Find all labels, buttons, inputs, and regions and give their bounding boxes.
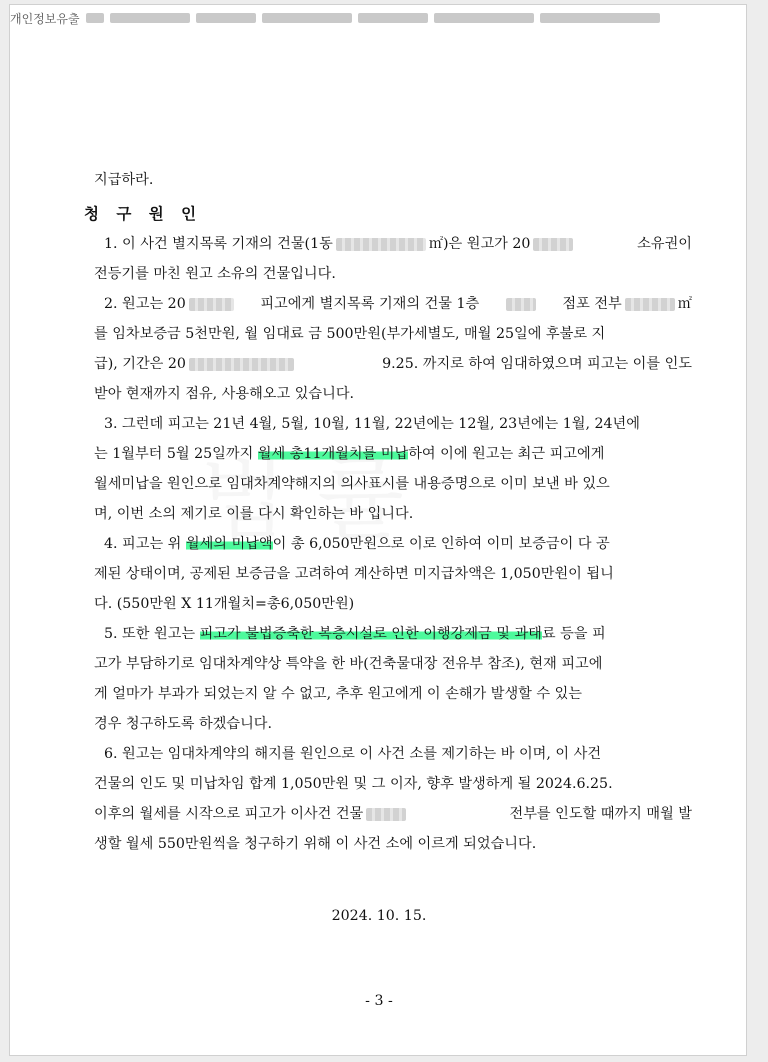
text: 2. 원고는 20 [104, 296, 186, 312]
redaction-block [336, 238, 426, 251]
text: 점포 전부 [562, 296, 622, 312]
highlighted-text: 월세 총11개월치를 미납 [257, 446, 409, 462]
redaction-block [262, 13, 352, 23]
paragraph-5-line-2: 고가 부담하기로 임대차계약상 특약을 한 바(건축물대장 전유부 참조), 현재 피고에 [94, 656, 603, 672]
text: 전부를 인도할 때까지 매월 발 [509, 806, 692, 822]
opening-line: 지급하라. [94, 172, 154, 188]
paragraph-1-line-2: 전등기를 마친 원고 소유의 건물입니다. [94, 266, 336, 282]
redaction-block [434, 13, 534, 23]
redaction-block [366, 808, 406, 821]
redaction-block [533, 238, 573, 251]
redaction-block [110, 13, 190, 23]
text: 하여 이에 원고는 최근 피고에게 [408, 446, 605, 462]
text: 료 등을 피 [541, 626, 606, 642]
text: 이 총 6,050만원으로 이로 인하여 이미 보증금이 다 공 [272, 536, 610, 552]
text: 1. 이 사건 별지목록 기재의 건물(1동 [104, 236, 333, 252]
section-heading: 청 구 원 인 [84, 205, 203, 223]
paragraph-2-line-4: 받아 현재까지 점유, 사용해오고 있습니다. [94, 386, 355, 402]
text: 피고에게 별지목록 기재의 건물 1층 [260, 296, 480, 312]
redaction-block [506, 298, 536, 311]
paragraph-4-line-3: 다. (550만원 X 11개월치=총6,050만원) [94, 596, 355, 612]
redaction-block [625, 298, 675, 311]
redaction-block [86, 13, 104, 23]
paragraph-6-line-4: 생할 월세 550만원씩을 청구하기 위해 이 사건 소에 이르게 되었습니다. [94, 836, 537, 852]
paragraph-1-line-1 [94, 229, 692, 259]
text: ㎡ [677, 296, 692, 312]
paragraph-6-line-2: 건물의 인도 및 미납차임 합계 1,050만원 및 그 이자, 향후 발생하게 될 2024.6.25. [94, 776, 613, 792]
document-body [84, 165, 692, 859]
highlighted-text: 월세의 미납액 [185, 536, 273, 552]
redaction-block [358, 13, 428, 23]
document-page [9, 4, 747, 1056]
text: ㎡)은 원고가 20 [428, 236, 531, 252]
paragraph-5-line-3: 게 얼마가 부과가 되었는지 알 수 없고, 추후 원고에게 이 손해가 발생할 수 있는 [94, 686, 582, 702]
paragraph-4-line-2: 제된 상태이며, 공제된 보증금을 고려하여 계산하면 미지급차액은 1,050만원이 됩니 [94, 566, 614, 582]
text: 이후의 월세를 시작으로 피고가 이사건 건물 [94, 806, 364, 822]
paragraph-2-line-3 [94, 349, 692, 379]
redaction-block [189, 358, 294, 371]
text: 4. 피고는 위 [104, 536, 186, 552]
paragraph-5-line-4: 경우 청구하도록 하겠습니다. [94, 716, 272, 732]
paragraph-3-line-4: 며, 이번 소의 제기로 이를 다시 확인하는 바 입니다. [94, 506, 414, 522]
paragraph-3-line-1: 3. 그런데 피고는 21년 4월, 5월, 10월, 11월, 22년에는 12월, 23년에는 1월, 24년에 [104, 416, 640, 432]
paragraph-4-line-1 [94, 529, 692, 559]
redaction-block [196, 13, 256, 23]
paragraph-2-line-2: 를 임차보증금 5천만원, 월 임대료 금 500만원(부가세별도, 매월 25일에 후불로 지 [94, 326, 606, 342]
text: 5. 또한 원고는 [104, 626, 200, 642]
paragraph-6-line-1: 6. 원고는 임대차계약의 해지를 원인으로 이 사건 소를 제기하는 바 이며, 이 사건 [104, 746, 602, 762]
paragraph-6-line-3 [94, 799, 692, 829]
text: 급), 기간은 20 [94, 356, 186, 372]
header-prefix: 개인정보유출 [10, 11, 80, 26]
paragraph-3-line-2 [94, 439, 692, 469]
text: 는 1월부터 5월 25일까지 [94, 446, 258, 462]
text: 9.25. 까지로 하여 임대하였으며 피고는 이를 인도 [382, 356, 692, 372]
text: 소유권이 [637, 236, 692, 252]
blurred-header [10, 9, 670, 27]
paragraph-5-line-1 [94, 619, 692, 649]
redaction-block [540, 13, 660, 23]
highlighted-text: 피고가 불법증축한 복층시설로 인한 이행강제금 및 과태 [199, 626, 542, 642]
page-number: - 3 - [365, 993, 393, 1009]
redaction-block [189, 298, 234, 311]
paragraph-2-line-1 [94, 289, 692, 319]
document-date: 2024. 10. 15. [331, 908, 427, 924]
paragraph-3-line-3: 월세미납을 원인으로 임대차계약해지의 의사표시를 내용증명으로 이미 보낸 바 있으 [94, 476, 610, 492]
